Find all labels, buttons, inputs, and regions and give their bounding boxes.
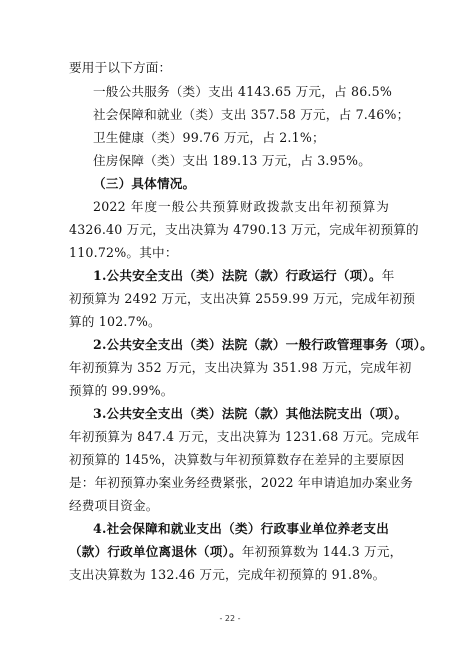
item-3-line-5: 经费项目资金。 [69, 498, 159, 513]
item-1-heading: 1.公共安全支出（类）法院（款）行政运行（项）。 [93, 268, 382, 283]
item-1-heading-tail: 年 [381, 268, 395, 283]
intro-text: 要用于以下方面： [69, 60, 172, 75]
item-2-heading: 2.公共安全支出（类）法院（款）一般行政管理事务（项）。 [93, 337, 433, 352]
overview-line-3: 110.72%。其中： [69, 245, 178, 260]
expenditure-social-security: 社会保障和就业（类）支出 357.58 万元，占 7.46%； [93, 107, 410, 122]
expenditure-health: 卫生健康（类）99.76 万元，占 2.1%； [93, 130, 325, 145]
item-4-heading-2-tail: 年初预算数为 144.3 万元， [241, 544, 403, 559]
overview-line-1: 2022 年度一般公共预算财政拨款支出年初预算为 [93, 199, 389, 214]
item-3-line-2: 年初预算为 847.4 万元，支出决算为 1231.68 万元。完成年 [69, 429, 420, 444]
item-1-line-2: 初预算为 2492 万元，支出决算 2559.99 万元，完成年初预 [69, 291, 416, 306]
expenditure-housing: 住房保障（类）支出 189.13 万元，占 3.95%。 [93, 153, 371, 168]
item-1-heading-row [93, 268, 395, 284]
section-heading-specifics: （三）具体情况。 [93, 176, 196, 191]
item-3-line-4: 是：年初预算办案业务经费紧张，2022 年申请追加办案业务 [69, 475, 414, 490]
item-2-line-3: 预算的 99.99%。 [69, 383, 174, 398]
item-3-heading: 3.公共安全支出（类）法院（款）其他法院支出（项）。 [93, 406, 408, 421]
item-4-heading: 4.社会保障和就业支出（类）行政事业单位养老支出 [93, 521, 389, 536]
item-4-heading-2: （款）行政单位离退休（项）。 [69, 544, 242, 559]
item-4-heading-row-2 [69, 544, 402, 560]
overview-line-2: 4326.40 万元，支出决算为 4790.13 万元，完成年初预算的 [69, 222, 419, 237]
item-1-line-3: 算的 102.7%。 [69, 314, 161, 329]
page-number: - 22 - [219, 614, 241, 623]
item-3-line-3: 初预算的 145%，决算数与年初预算数存在差异的主要原因 [69, 452, 405, 467]
expenditure-general-public-services: 一般公共服务（类）支出 4143.65 万元，占 86.5% [93, 84, 393, 99]
item-2-line-2: 年初预算为 352 万元，支出决算为 351.98 万元，完成年初 [69, 360, 412, 375]
item-4-line-3: 支出决算数为 132.46 万元，完成年初预算的 91.8%。 [69, 567, 386, 582]
